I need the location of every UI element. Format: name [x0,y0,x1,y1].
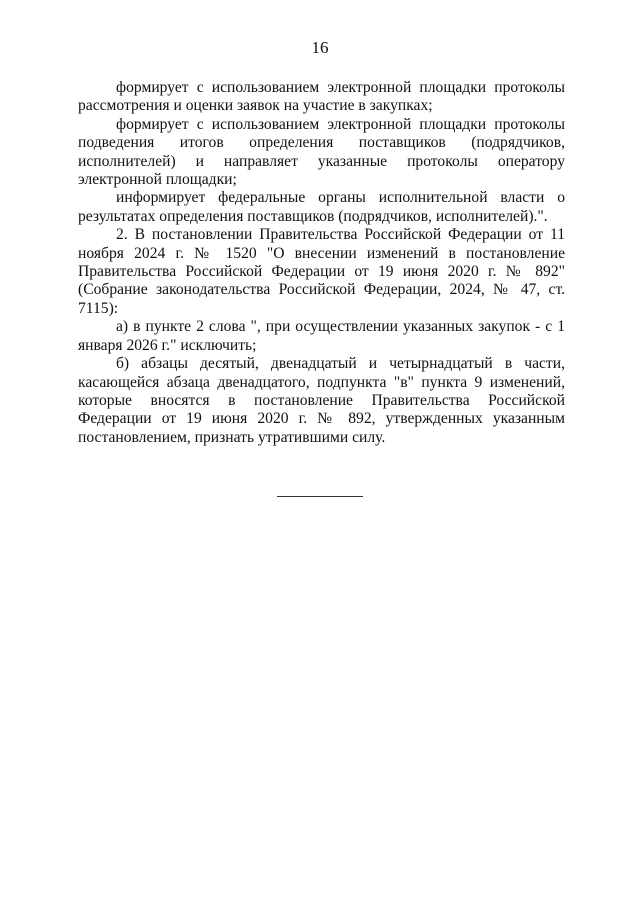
paragraph-subitem-a: а) в пункте 2 слова ", при осуществлении указанных закупок - с 1 января 2026 г." исключить; [78,318,565,354]
paragraph-protocols-review: формирует с использованием электронной площадки протоколы рассмотрения и оценки заявок на участие в закупках; [78,79,565,115]
paragraph-item-2: 2. В постановлении Правительства Российской Федерации от 11 ноября 2024 г. № 1520 "О внесении изменений в постановление Правительства Российской Федерации от 19 июня 2020 г. № 892" (Собрание законодательства Российской Федерации, 2024, № 47, ст. 7115): [78,226,565,317]
paragraph-protocols-results: формирует с использованием электронной площадки протоколы подведения итогов определения поставщиков (подрядчиков, исполнителей) и направляет указанные протоколы оператору электронной площадки; [78,115,565,189]
paragraph-subitem-b: б) абзацы десятый, двенадцатый и четырнадцатый в части, касающейся абзаца двенадцатого, подпункта "в" пункта 9 изменений, которые вносятся в постановление Правительства Российской Федерации от 19 июня 2020 г. № 892, утвержденных указанным постановлением, признать утратившими силу. [78,355,565,446]
paragraph-inform-authorities: информирует федеральные органы исполнительной власти о результатах определения поставщиков (подрядчиков, исполнителей).". [78,189,565,225]
document-body [78,79,565,447]
page-number: 16 [311,38,329,57]
closing-divider [277,496,363,497]
